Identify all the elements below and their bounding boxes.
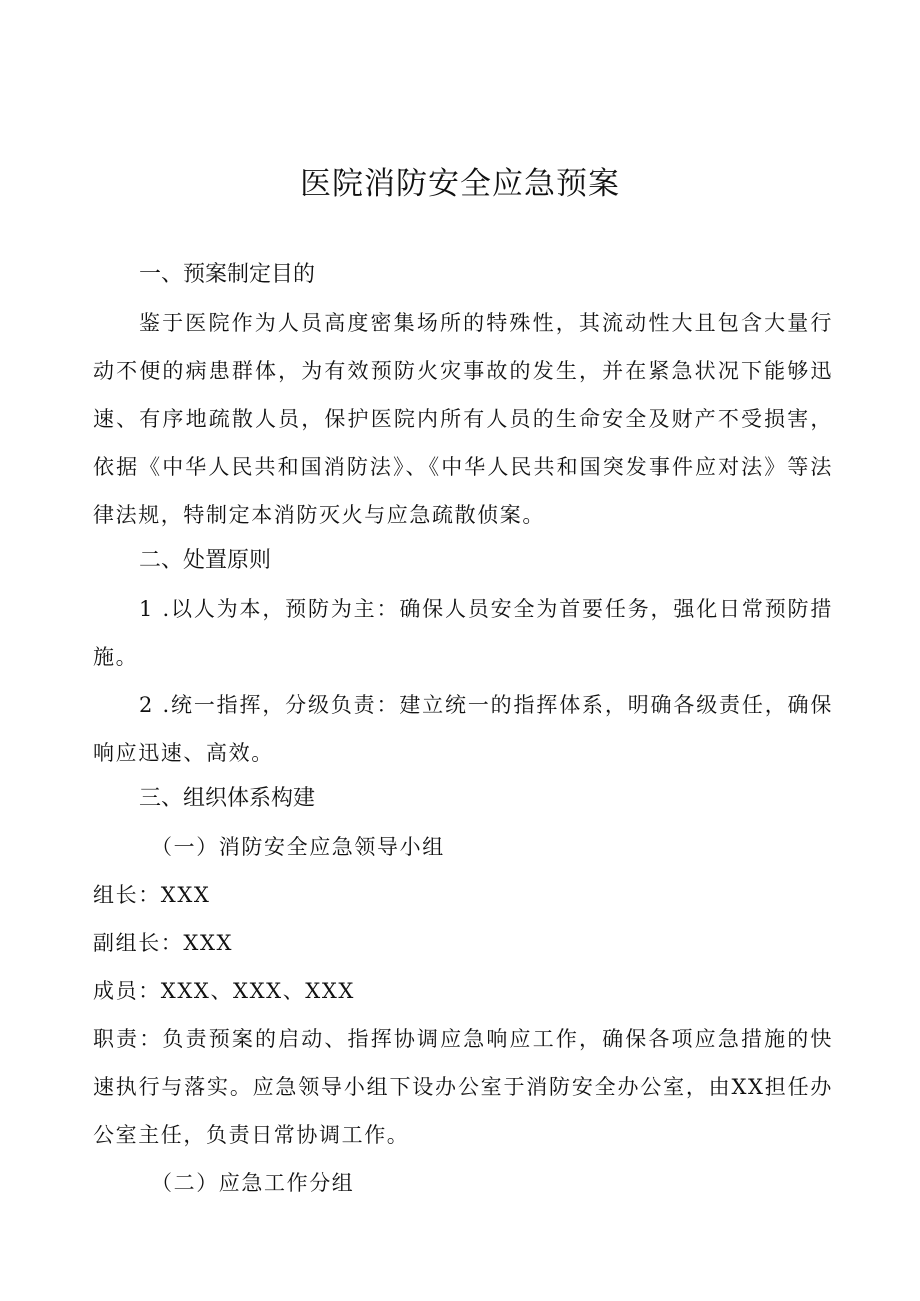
group-members: 成员：XXX、XXX、XXX xyxy=(93,979,355,1003)
group-duties: 职责：负责预案的启动、指挥协调应急响应工作，确保各项应急措施的快速执行与落实。应急领导小组下设办公室于消防安全办公室，由XX担任办公室主任，负责日常协调工作。 xyxy=(93,1027,833,1147)
document-body xyxy=(93,257,833,1207)
principle-item-1: 1 .以人为本，预防为主：确保人员安全为首要任务，强化日常预防措施。 xyxy=(93,597,833,669)
section-heading-organization: 三、组织体系构建 xyxy=(139,786,316,811)
document-title: 医院消防安全应急预案 xyxy=(300,166,620,202)
subsection-work-groups: （二）应急工作分组 xyxy=(151,1171,355,1195)
subsection-leadership-group: （一）消防安全应急领导小组 xyxy=(151,835,445,859)
principle-item-2: 2 .统一指挥，分级负责：建立统一的指挥体系，明确各级责任，确保响应迅速、高效。 xyxy=(93,693,833,765)
section-heading-principles: 二、处置原则 xyxy=(139,548,272,573)
purpose-paragraph: 鉴于医院作为人员高度密集场所的特殊性，其流动性大且包含大量行动不便的病患群体，为有效预防火灾事故的发生，并在紧急状况下能够迅速、有序地疏散人员，保护医院内所有人员的生命安全及财产不受损害，依据《中华人民共和国消防法》、《中华人民共和国突发事件应对法》等法律法规，特制定本消防灭火与应急疏散侦案。 xyxy=(93,311,833,527)
section-heading-purpose: 一、预案制定目的 xyxy=(139,262,316,287)
group-deputy-leader: 副组长：XXX xyxy=(93,931,234,955)
group-leader: 组长：XXX xyxy=(93,883,211,907)
